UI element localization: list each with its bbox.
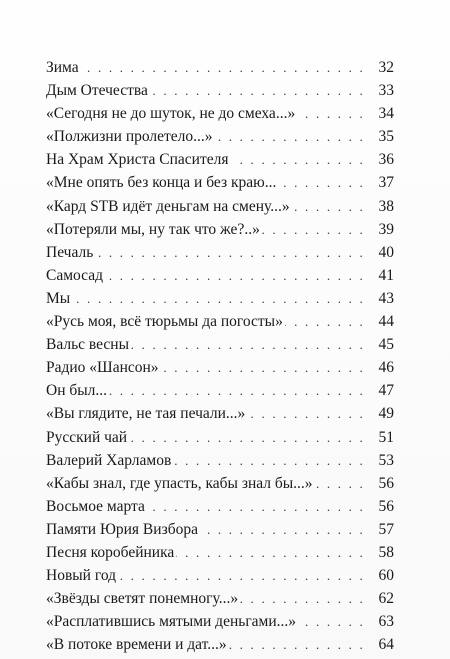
toc-entry-title: «Кабы знал, где упасть, кабы знал бы...» [46, 474, 313, 492]
dot-leader [231, 148, 366, 171]
toc-entry-page: 41 [378, 266, 394, 284]
toc-entry-title: Русский чай [46, 428, 128, 446]
toc-entry [46, 333, 394, 356]
dot-leader [147, 495, 365, 518]
toc-entry-page: 47 [378, 382, 394, 400]
toc-entry-page: 39 [378, 220, 394, 238]
dot-leader [240, 587, 365, 610]
toc-entry-page: 46 [378, 359, 394, 377]
toc-entry [46, 148, 394, 171]
dot-leader [229, 633, 365, 656]
toc-entry-title: Вальс весны [46, 336, 129, 354]
toc-entry [46, 518, 394, 541]
dot-leader [118, 564, 365, 587]
toc-entry-title: «Звёзды светят понемногу...» [46, 590, 239, 608]
toc-entry-page: 34 [378, 105, 394, 123]
toc-entry [46, 402, 394, 425]
toc-entry-title: Радио «Шансон» [46, 359, 159, 377]
toc-entry [46, 310, 394, 333]
dot-leader [105, 264, 365, 287]
table-of-contents [46, 56, 394, 656]
toc-entry-page: 40 [378, 243, 394, 261]
dot-leader [200, 518, 365, 541]
toc-entry [46, 264, 394, 287]
toc-entry-title: Он был... [46, 382, 108, 400]
toc-entry-title: Песня коробейника [46, 543, 175, 561]
toc-entry-page: 45 [378, 336, 394, 354]
dot-leader [173, 449, 365, 472]
toc-entry [46, 379, 394, 402]
toc-entry-title: «Русь моя, всё тюрьмы да погосты» [46, 313, 283, 331]
toc-entry-title: «Полжизни пролетело...» [46, 128, 213, 146]
toc-entry [46, 449, 394, 472]
toc-entry-title: Зима [46, 59, 79, 76]
dot-leader [297, 102, 365, 125]
dot-leader [298, 610, 365, 633]
toc-entry-page: 49 [378, 405, 394, 423]
toc-entry-page: 37 [378, 174, 394, 192]
toc-entry-title: Памяти Юрия Визбора [46, 520, 198, 538]
toc-entry-page: 58 [378, 543, 394, 561]
toc-entry [46, 495, 394, 518]
toc-entry-page: 62 [378, 590, 394, 608]
toc-entry [46, 79, 394, 102]
dot-leader [292, 195, 365, 218]
toc-entry-title: «Вы глядите, не тая печали...» [46, 405, 246, 423]
toc-entry [46, 426, 394, 449]
toc-entry [46, 171, 394, 194]
toc-entry-title: «Сегодня не до шуток, не до смеха...» [46, 105, 296, 123]
dot-leader [247, 402, 365, 425]
toc-entry-title: Самосад [46, 266, 103, 284]
toc-entry-title: Валерий Харламов [46, 451, 172, 469]
toc-entry-title: Мы [46, 289, 71, 307]
toc-entry [46, 102, 394, 125]
toc-entry-title: «Расплатившись мятыми деньгами...» [46, 613, 297, 631]
toc-entry-page: 57 [378, 520, 394, 538]
toc-entry [46, 633, 394, 656]
toc-entry-page: 56 [378, 497, 394, 515]
dot-leader [215, 125, 365, 148]
dot-leader [176, 541, 365, 564]
dot-leader [72, 287, 365, 310]
toc-entry-title: «Мне опять без конца и без краю... [46, 174, 277, 192]
toc-entry-page: 64 [378, 636, 394, 654]
toc-entry [46, 610, 394, 633]
toc-entry-page: 43 [378, 289, 394, 307]
toc-entry-page: 44 [378, 313, 394, 331]
dot-leader [109, 379, 365, 402]
toc-entry-page: 38 [378, 197, 394, 215]
toc-entry [46, 125, 394, 148]
toc-entry [46, 287, 394, 310]
toc-entry-title: Дым Отечества [46, 82, 148, 100]
toc-entry [46, 472, 394, 495]
toc-entry-page: 63 [378, 613, 394, 631]
toc-entry-title: На Храм Христа Спасителя [46, 151, 229, 169]
toc-entry [46, 195, 394, 218]
dot-leader [129, 426, 365, 449]
toc-entry-title: Восьмое марта [46, 497, 145, 515]
dot-leader [150, 79, 365, 102]
toc-entry [46, 541, 394, 564]
toc-entry-title: Печаль [46, 243, 94, 261]
toc-entry [46, 587, 394, 610]
dot-leader [81, 56, 365, 79]
dot-leader [315, 472, 365, 495]
toc-entry [46, 56, 394, 79]
toc-entry-title: «Потеряли мы, ну так что же?..» [46, 220, 260, 238]
dot-leader [285, 310, 365, 333]
toc-entry [46, 241, 394, 264]
toc-entry-title: «Кард STB идёт деньгам на смену...» [46, 197, 290, 215]
toc-entry [46, 564, 394, 587]
dot-leader [95, 241, 365, 264]
toc-entry-page: 35 [378, 128, 394, 146]
toc-entry-page: 32 [378, 59, 394, 76]
toc-entry-page: 60 [378, 567, 394, 585]
dot-leader [131, 333, 365, 356]
dot-leader [161, 356, 365, 379]
dot-leader [278, 171, 365, 194]
toc-entry-page: 56 [378, 474, 394, 492]
toc-entry-page: 53 [378, 451, 394, 469]
toc-entry-title: Новый год [46, 567, 117, 585]
dot-leader [262, 218, 365, 241]
toc-entry-page: 51 [378, 428, 394, 446]
toc-entry-page: 36 [378, 151, 394, 169]
toc-entry-page: 33 [378, 82, 394, 100]
toc-entry [46, 356, 394, 379]
toc-entry [46, 218, 394, 241]
toc-entry-title: «В потоке времени и дат...» [46, 636, 227, 654]
